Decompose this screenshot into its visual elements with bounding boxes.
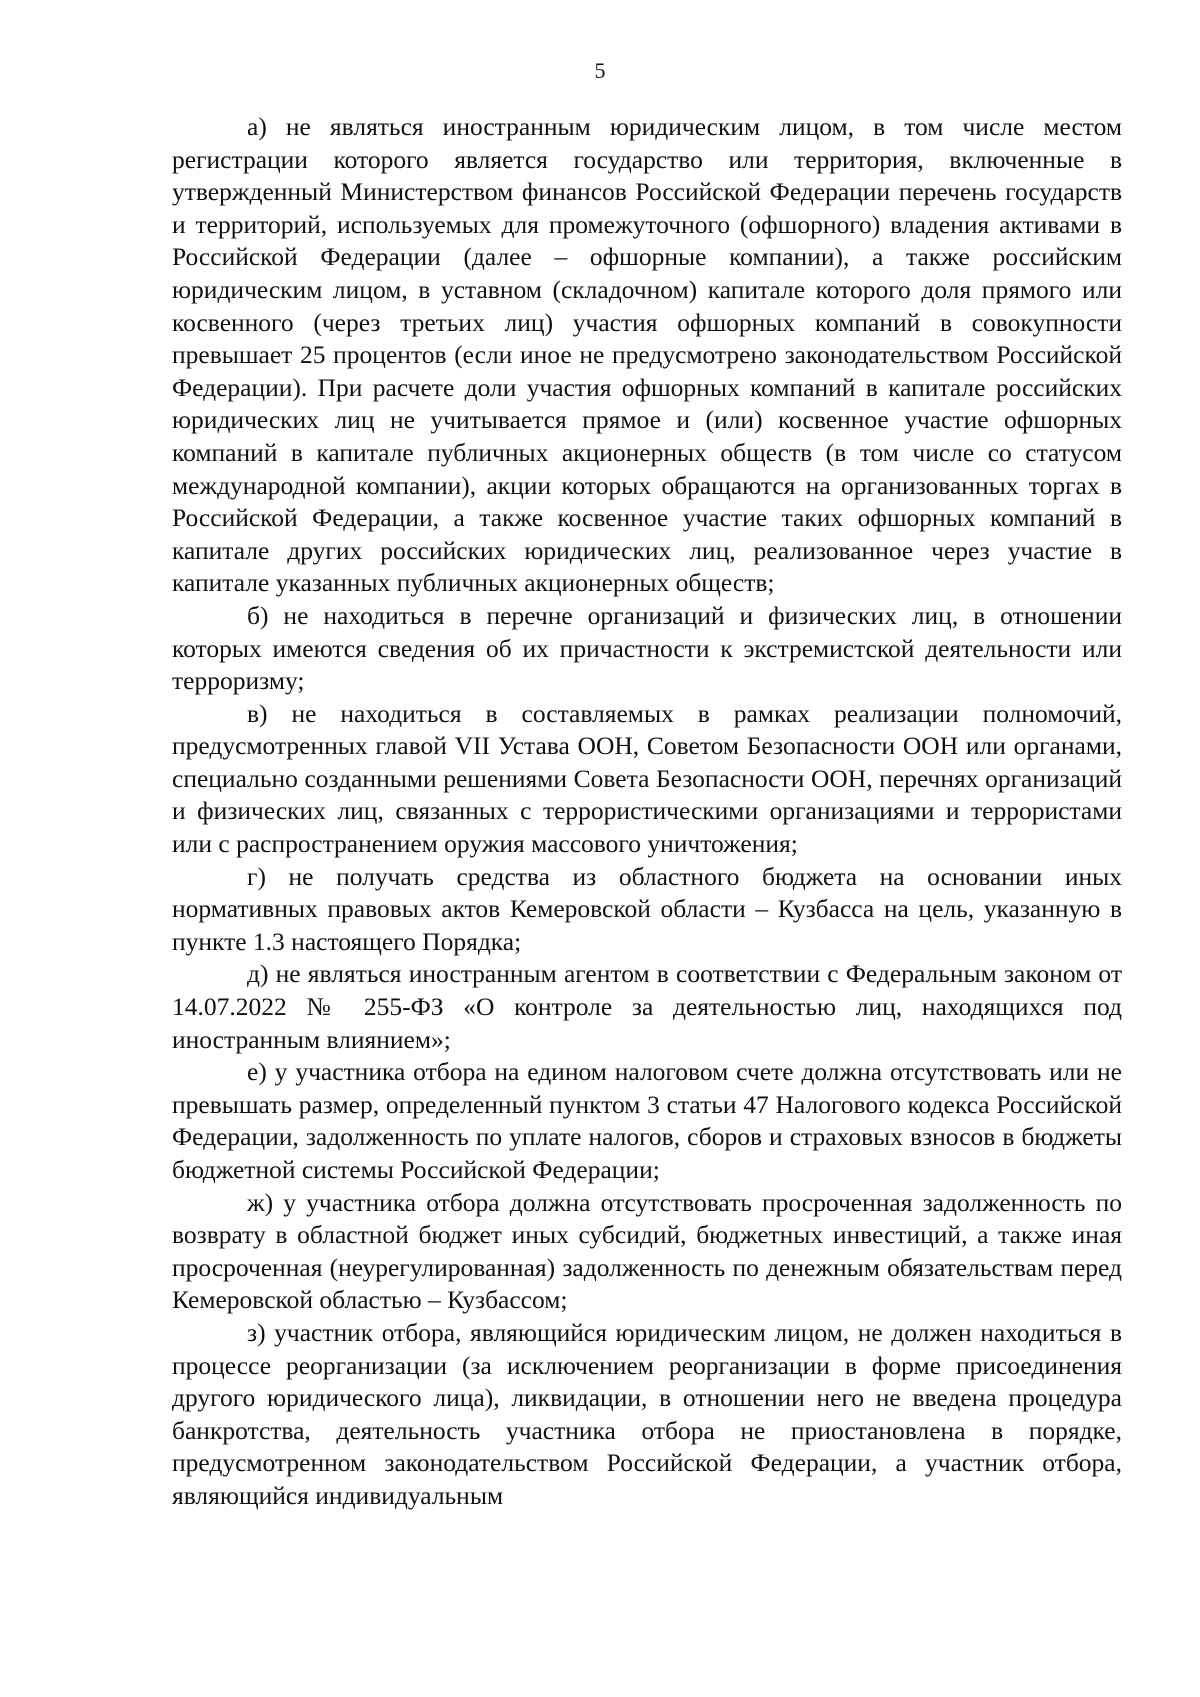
paragraph-g: г) не получать средства из областного бюджета на основании иных нормативных правовых актов Кемеровской области – Кузбасса на цель, указанную в пункте 1.3 настоящего Порядка; bbox=[172, 861, 1122, 956]
paragraph-a: а) не являться иностранным юридическим лицом, в том числе местом регистрации которого является государство или территория, включенные в утвержденный Министерством финансов Российской Федерации перечень государств и территорий, используемых для промежуточного (офшорного) владения активами в Российской Федерации (далее – офшорные компании), а также российским юридическим лицом, в уставном (складочном) капитале которого доля прямого или косвенного (через третьих лиц) участия офшорных компаний в совокупности превышает 25 процентов (если иное не предусмотрено законодательством Российской Федерации). При расчете доли участия офшорных компаний в капитале российских юридических лиц не учитывается прямое и (или) косвенное участие офшорных компаний в капитале публичных акционерных обществ (в том числе со статусом международной компании), акции которых обращаются на организованных торгах в Российской Федерации, а также косвенное участие таких офшорных компаний в капитале других российских юридических лиц, реализованное через участие в капитале указанных публичных акционерных обществ; bbox=[172, 112, 1122, 598]
paragraph-zh: ж) у участника отбора должна отсутствовать просроченная задолженность по возврату в областной бюджет иных субсидий, бюджетных инвестиций, а также иная просроченная (неурегулированная) задолженность по денежным обязательствам перед Кемеровской областью – Кузбассом; bbox=[172, 1187, 1122, 1315]
paragraph-b: б) не находиться в перечне организаций и физических лиц, в отношении которых имеются сведения об их причастности к экстремистской деятельности или терроризму; bbox=[172, 600, 1122, 696]
paragraph-d: д) не являться иностранным агентом в соответствии с Федеральным законом от 14.07.2022 № 255-ФЗ «О контроле за деятельностью лиц, находящихся под иностранным влиянием»; bbox=[172, 959, 1122, 1054]
document-body bbox=[172, 111, 1122, 1513]
paragraph-v: в) не находиться в составляемых в рамках реализации полномочий, предусмотренных главой VII Устава ООН, Советом Безопасности ООН или органами, специально созданными решениями Совета Безопасности ООН, перечнях организаций и физических лиц, связанных с террористическими организациями и террористами или с распространением оружия массового уничтожения; bbox=[172, 698, 1122, 859]
page-number: 5 bbox=[594, 58, 606, 83]
paragraph-e: е) у участника отбора на едином налоговом счете должна отсутствовать или не превышать размер, определенный пунктом 3 статьи 47 Налогового кодекса Российской Федерации, задолженность по уплате налогов, сборов и страховых взносов в бюджеты бюджетной системы Российской Федерации; bbox=[172, 1057, 1122, 1184]
paragraph-z: з) участник отбора, являющийся юридическим лицом, не должен находиться в процессе реорганизации (за исключением реорганизации в форме присоединения другого юридического лица), ликвидации, в отношении него не введена процедура банкротства, деятельность участника отбора не приостановлена в порядке, предусмотренном законодательством Российской Федерации, а участник отбора, являющийся индивидуальным bbox=[172, 1317, 1122, 1510]
